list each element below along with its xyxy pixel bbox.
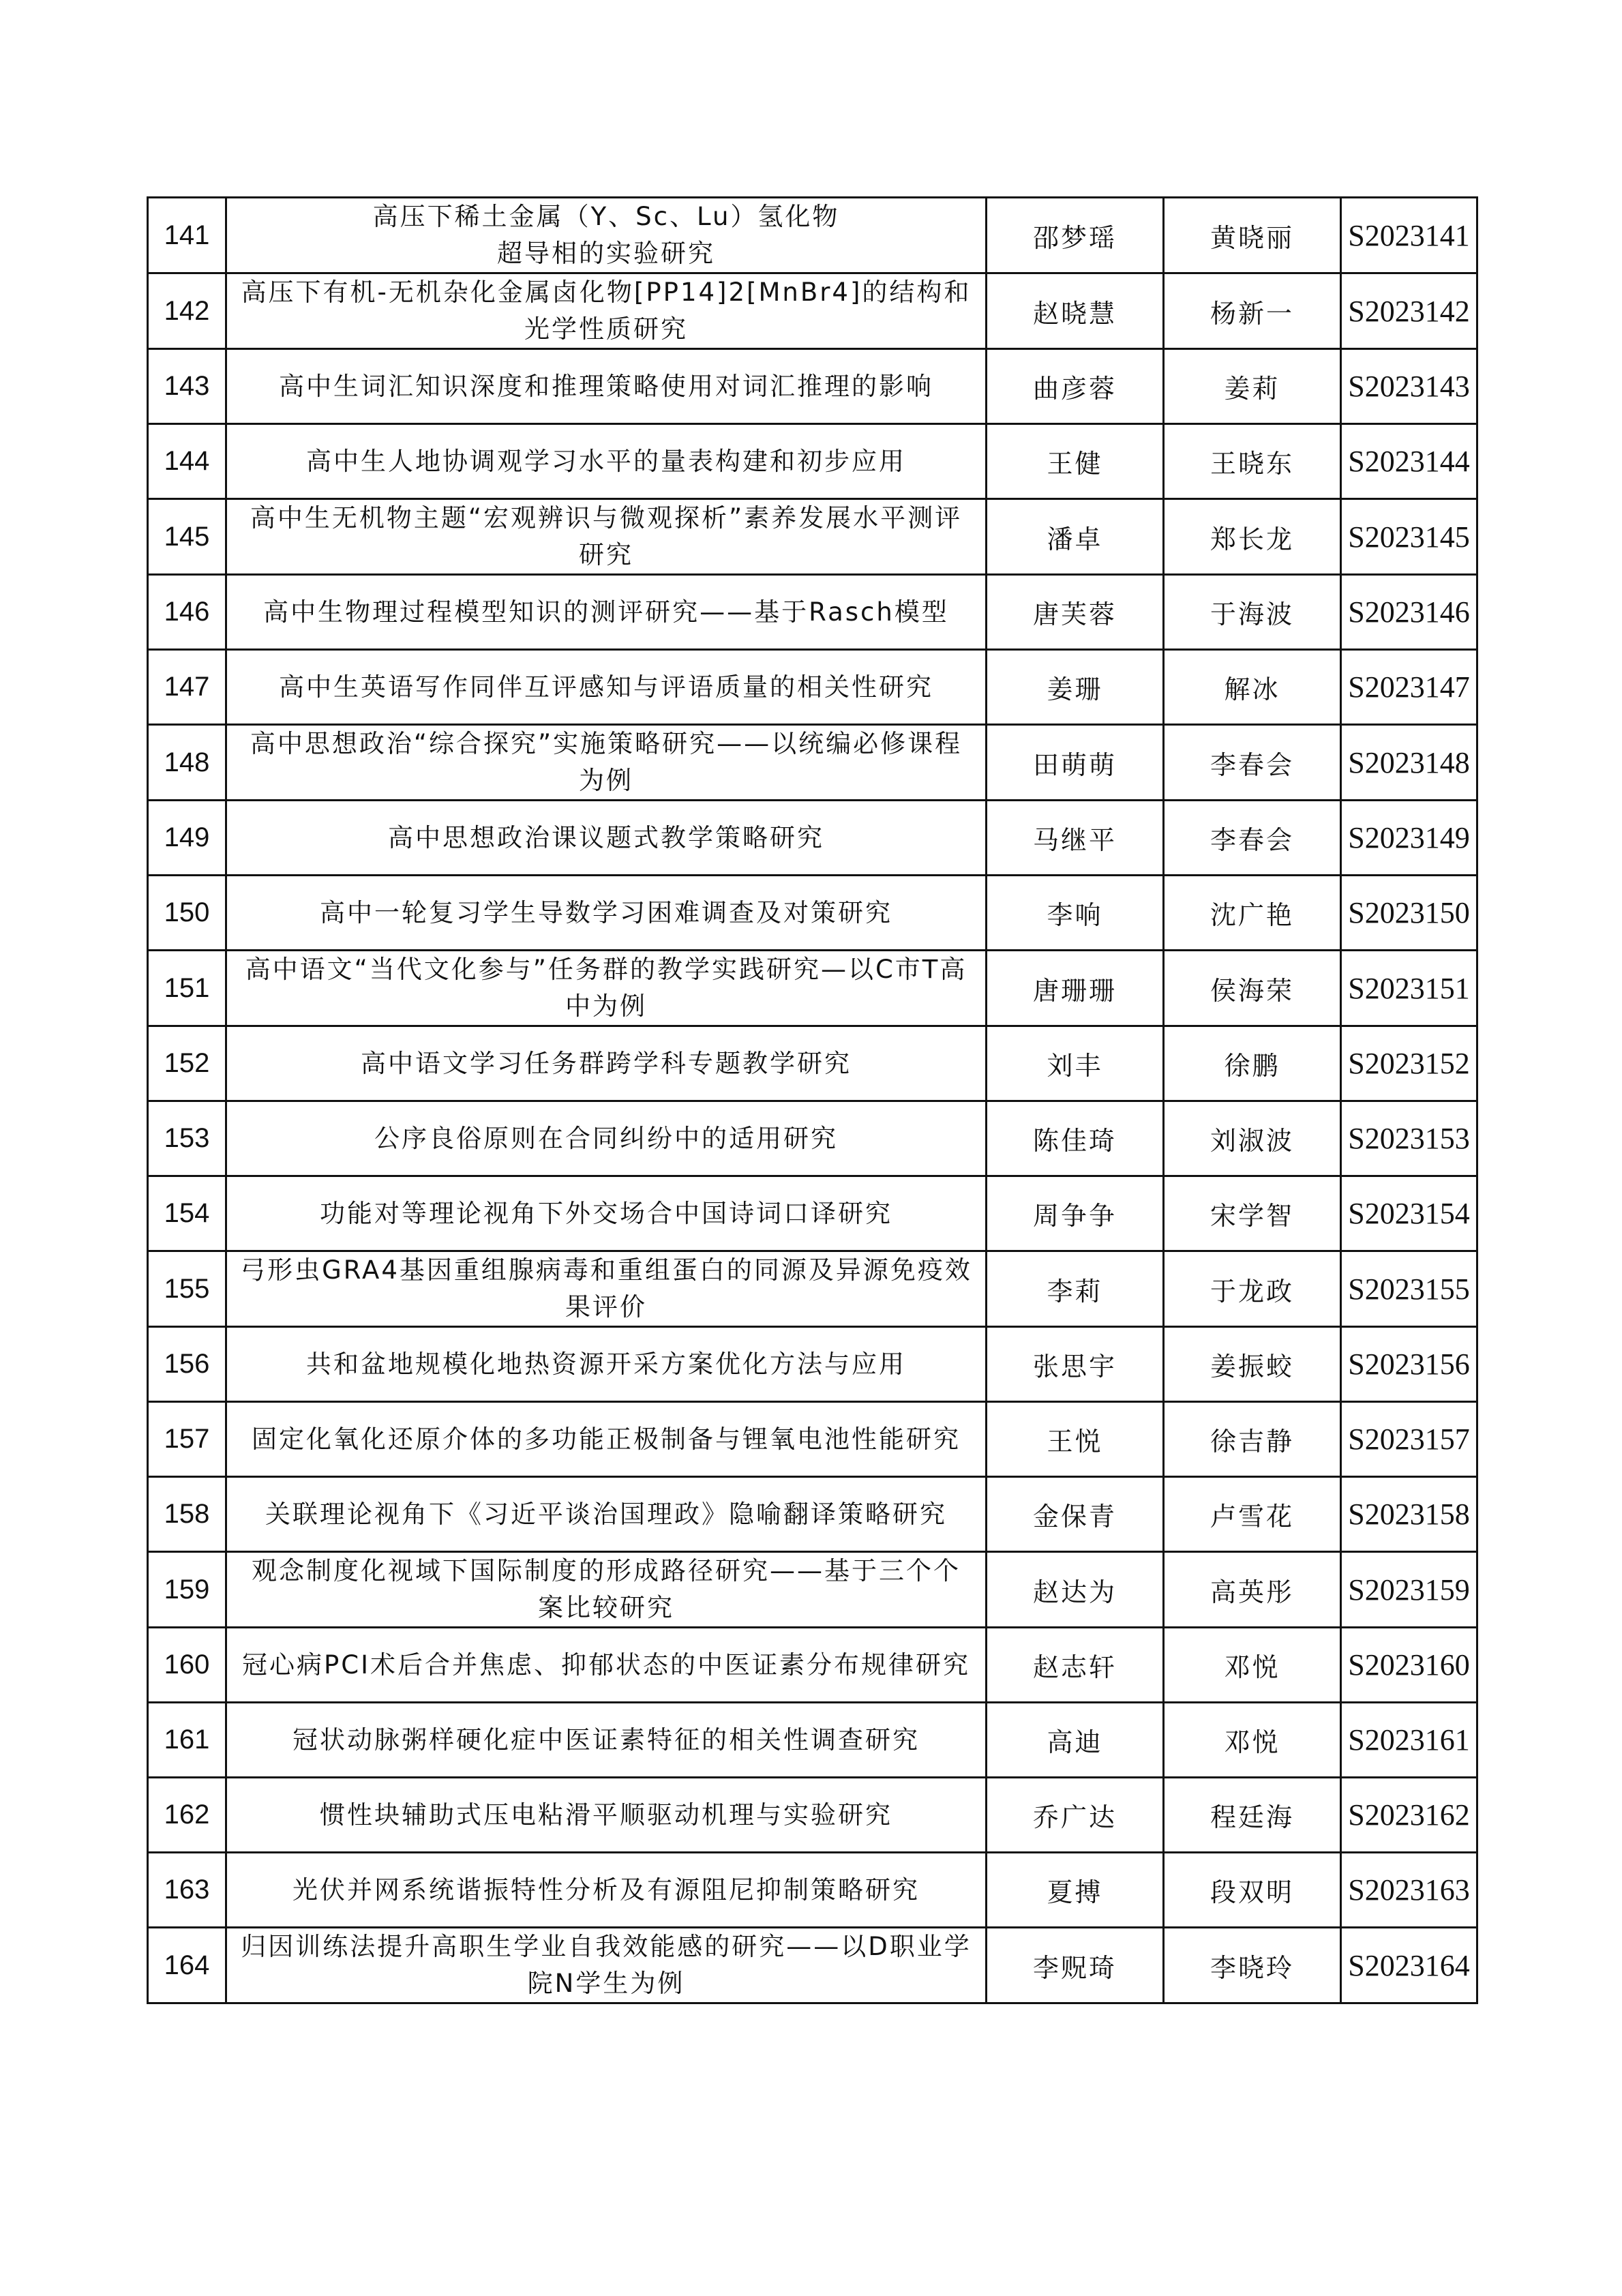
project-code: S2023144 [1341,424,1477,499]
project-code: S2023146 [1341,575,1477,650]
project-code: S2023164 [1341,1928,1477,2003]
advisor-name: 李春会 [1164,801,1341,876]
project-code: S2023145 [1341,499,1477,575]
table-row [148,349,1477,424]
table-row [148,1628,1477,1703]
project-title: 高中思想政治“综合探究”实施策略研究——以统编必修课程为例 [226,725,987,801]
project-title: 归因训练法提升高职生学业自我效能感的研究——以D职业学院N学生为例 [226,1928,987,2003]
table-body [148,198,1477,2003]
row-number: 155 [148,1251,226,1327]
table-row [148,650,1477,725]
row-number: 143 [148,349,226,424]
advisor-name: 刘淑波 [1164,1101,1341,1176]
row-number: 161 [148,1703,226,1778]
student-name: 潘卓 [987,499,1164,575]
project-title: 高压下有机-无机杂化金属卤化物[PP14]2[MnBr4]的结构和光学性质研究 [226,273,987,349]
row-number: 151 [148,951,226,1026]
row-number: 141 [148,198,226,273]
project-title: 高中生词汇知识深度和推理策略使用对词汇推理的影响 [226,349,987,424]
table-row [148,1402,1477,1477]
row-number: 157 [148,1402,226,1477]
project-code: S2023155 [1341,1251,1477,1327]
project-title: 高中思想政治课议题式教学策略研究 [226,801,987,876]
advisor-name: 邓悦 [1164,1703,1341,1778]
table-row [148,1251,1477,1327]
table-row [148,1552,1477,1628]
student-name: 周争争 [987,1176,1164,1251]
row-number: 159 [148,1552,226,1628]
project-code: S2023156 [1341,1327,1477,1402]
table-row [148,1853,1477,1928]
advisor-name: 程廷海 [1164,1778,1341,1853]
project-title: 高中生英语写作同伴互评感知与评语质量的相关性研究 [226,650,987,725]
row-number: 154 [148,1176,226,1251]
advisor-name: 姜莉 [1164,349,1341,424]
project-code: S2023159 [1341,1552,1477,1628]
project-code: S2023154 [1341,1176,1477,1251]
table-row [148,801,1477,876]
project-code: S2023158 [1341,1477,1477,1552]
row-number: 152 [148,1026,226,1101]
table-row [148,273,1477,349]
project-code: S2023161 [1341,1703,1477,1778]
student-name: 高迪 [987,1703,1164,1778]
row-number: 148 [148,725,226,801]
table-row [148,198,1477,273]
project-title: 公序良俗原则在合同纠纷中的适用研究 [226,1101,987,1176]
project-title: 高中生人地协调观学习水平的量表构建和初步应用 [226,424,987,499]
project-title: 功能对等理论视角下外交场合中国诗词口译研究 [226,1176,987,1251]
row-number: 145 [148,499,226,575]
student-name: 金保青 [987,1477,1164,1552]
project-code: S2023153 [1341,1101,1477,1176]
table-row [148,876,1477,951]
row-number: 156 [148,1327,226,1402]
student-name: 夏搏 [987,1853,1164,1928]
advisor-name: 王晓东 [1164,424,1341,499]
project-title: 惯性块辅助式压电粘滑平顺驱动机理与实验研究 [226,1778,987,1853]
row-number: 164 [148,1928,226,2003]
table-row [148,725,1477,801]
project-table [147,196,1478,2004]
advisor-name: 李春会 [1164,725,1341,801]
student-name: 唐芙蓉 [987,575,1164,650]
project-code: S2023141 [1341,198,1477,273]
student-name: 赵达为 [987,1552,1164,1628]
project-code: S2023151 [1341,951,1477,1026]
student-name: 李莉 [987,1251,1164,1327]
row-number: 142 [148,273,226,349]
project-title: 弓形虫GRA4基因重组腺病毒和重组蛋白的同源及异源免疫效果评价 [226,1251,987,1327]
project-code: S2023150 [1341,876,1477,951]
advisor-name: 侯海荣 [1164,951,1341,1026]
row-number: 149 [148,801,226,876]
project-title: 观念制度化视域下国际制度的形成路径研究——基于三个个案比较研究 [226,1552,987,1628]
table-row [148,575,1477,650]
advisor-name: 沈广艳 [1164,876,1341,951]
student-name: 姜珊 [987,650,1164,725]
project-code: S2023163 [1341,1853,1477,1928]
student-name: 马继平 [987,801,1164,876]
advisor-name: 段双明 [1164,1853,1341,1928]
student-name: 王健 [987,424,1164,499]
row-number: 153 [148,1101,226,1176]
advisor-name: 宋学智 [1164,1176,1341,1251]
project-code: S2023143 [1341,349,1477,424]
advisor-name: 于龙政 [1164,1251,1341,1327]
project-title: 关联理论视角下《习近平谈治国理政》隐喻翻译策略研究 [226,1477,987,1552]
project-title: 光伏并网系统谐振特性分析及有源阻尼抑制策略研究 [226,1853,987,1928]
row-number: 163 [148,1853,226,1928]
advisor-name: 于海波 [1164,575,1341,650]
student-name: 唐珊珊 [987,951,1164,1026]
advisor-name: 郑长龙 [1164,499,1341,575]
student-name: 田萌萌 [987,725,1164,801]
student-name: 赵志轩 [987,1628,1164,1703]
advisor-name: 邓悦 [1164,1628,1341,1703]
row-number: 146 [148,575,226,650]
table-row [148,1778,1477,1853]
advisor-name: 李晓玲 [1164,1928,1341,2003]
advisor-name: 徐鹏 [1164,1026,1341,1101]
student-name: 曲彦蓉 [987,349,1164,424]
student-name: 邵梦瑶 [987,198,1164,273]
project-title: 高中生物理过程模型知识的测评研究——基于Rasch模型 [226,575,987,650]
row-number: 160 [148,1628,226,1703]
advisor-name: 杨新一 [1164,273,1341,349]
project-title: 高中一轮复习学生导数学习困难调查及对策研究 [226,876,987,951]
row-number: 144 [148,424,226,499]
project-title: 高中语文“当代文化参与”任务群的教学实践研究—以C市T高中为例 [226,951,987,1026]
advisor-name: 卢雪花 [1164,1477,1341,1552]
student-name: 王悦 [987,1402,1164,1477]
table-row [148,1928,1477,2003]
table-row [148,1327,1477,1402]
table-row [148,1026,1477,1101]
student-name: 陈佳琦 [987,1101,1164,1176]
project-code: S2023152 [1341,1026,1477,1101]
row-number: 150 [148,876,226,951]
table-row [148,1703,1477,1778]
table-row [148,1477,1477,1552]
project-title: 固定化氧化还原介体的多功能正极制备与锂氧电池性能研究 [226,1402,987,1477]
student-name: 李响 [987,876,1164,951]
table-row [148,424,1477,499]
project-code: S2023147 [1341,650,1477,725]
advisor-name: 姜振蛟 [1164,1327,1341,1402]
student-name: 张思宇 [987,1327,1164,1402]
project-code: S2023162 [1341,1778,1477,1853]
table-row [148,951,1477,1026]
row-number: 162 [148,1778,226,1853]
project-code: S2023157 [1341,1402,1477,1477]
student-name: 赵晓慧 [987,273,1164,349]
project-code: S2023149 [1341,801,1477,876]
row-number: 158 [148,1477,226,1552]
table-row [148,1176,1477,1251]
student-name: 刘丰 [987,1026,1164,1101]
advisor-name: 黄晓丽 [1164,198,1341,273]
advisor-name: 解冰 [1164,650,1341,725]
project-title: 高中语文学习任务群跨学科专题教学研究 [226,1026,987,1101]
student-name: 乔广达 [987,1778,1164,1853]
table-row [148,1101,1477,1176]
advisor-name: 高英彤 [1164,1552,1341,1628]
project-title: 共和盆地规模化地热资源开采方案优化方法与应用 [226,1327,987,1402]
project-title: 高中生无机物主题“宏观辨识与微观探析”素养发展水平测评研究 [226,499,987,575]
table-row [148,499,1477,575]
project-code: S2023148 [1341,725,1477,801]
project-title: 高压下稀土金属（Y、Sc、Lu）氢化物 超导相的实验研究 [226,198,987,273]
project-code: S2023142 [1341,273,1477,349]
project-title: 冠心病PCI术后合并焦虑、抑郁状态的中医证素分布规律研究 [226,1628,987,1703]
advisor-name: 徐吉静 [1164,1402,1341,1477]
row-number: 147 [148,650,226,725]
project-code: S2023160 [1341,1628,1477,1703]
student-name: 李贶琦 [987,1928,1164,2003]
project-title: 冠状动脉粥样硬化症中医证素特征的相关性调查研究 [226,1703,987,1778]
